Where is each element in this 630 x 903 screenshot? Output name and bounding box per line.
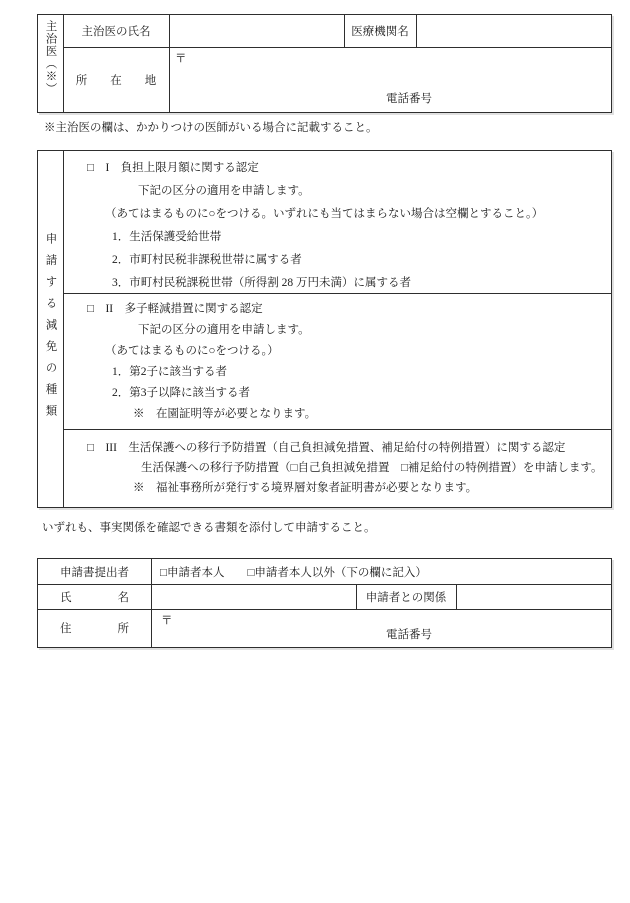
submitter-options: [151, 559, 611, 584]
section3-line: 生活保護への移行予防措置（□自己負担減免措置 □補足給付の特例措置）を申請します。: [141, 462, 603, 474]
submitter-options-text: □申請者本人 □申請者本人以外（下の欄に記入）: [160, 566, 427, 579]
section-1: [63, 151, 611, 293]
postal-mark-icon: 〒: [161, 615, 173, 627]
doctor-name-label-text: 主治医の氏名: [81, 26, 151, 38]
doctor-note: ※主治医の欄は、かかりつけの医師がいる場合に記載すること。: [44, 122, 378, 134]
section1-line: （あてはまるものに○をつける。いずれにも当てはまらない場合は空欄とすること。）: [105, 208, 544, 220]
section1-option: 1．生活保護受給世帯: [112, 231, 222, 243]
doctor-phone-label: 電話番号: [386, 93, 432, 105]
doctor-table: [37, 14, 612, 113]
doctor-side-cell: [38, 15, 63, 112]
attachment-note: いずれも、事実関係を確認できる書類を添付して申請すること。: [42, 522, 376, 534]
doctor-address-label: [63, 47, 169, 112]
doctor-address-label-text: 所 在 地: [75, 74, 157, 87]
submitter-address-label-text: 住 所: [60, 623, 129, 635]
doctor-name-label: [63, 15, 169, 47]
relation-label-text: 申請者との関係: [365, 591, 447, 604]
section2-line: （あてはまるものに○をつける。）: [105, 345, 279, 357]
submitter-address-label: [38, 609, 151, 647]
section2-line: 下記の区分の適用を申請します。: [138, 324, 310, 336]
submitter-table: [37, 558, 612, 648]
section-2: [63, 293, 611, 429]
institution-field: [416, 15, 611, 47]
section-3: [63, 429, 611, 507]
section2-note-line: ※ 在園証明等が必要となります。: [133, 408, 317, 420]
institution-label: [344, 15, 416, 47]
section2-title-line: □ II 多子軽減措置に関する認定: [87, 303, 263, 315]
section1-title-line: □ I 負担上限月額に関する認定: [87, 162, 259, 174]
section1-line: 下記の区分の適用を申請します。: [138, 185, 310, 197]
submitter-name-label: [38, 584, 151, 609]
exemption-side-label: 申請する減免の種類: [44, 232, 57, 426]
section3-title-line: □ III 生活保護への移行予防措置（自己負担減免措置、補足給付の特例措置）に関する認定: [87, 442, 566, 454]
institution-label-text: 医療機関名: [351, 26, 409, 38]
submitter-name-field: [151, 584, 356, 609]
section1-option: 2．市町村民税非課税世帯に属する者: [112, 254, 302, 266]
section3-note-line: ※ 福祉事務所が発行する境界層対象者証明書が必要となります。: [133, 482, 478, 494]
postal-mark-icon: 〒: [175, 53, 187, 65]
section2-option: 1．第2子に該当する者: [112, 366, 227, 378]
section2-option: 2．第3子以降に該当する者: [112, 387, 250, 399]
submitter-phone-label: 電話番号: [386, 629, 432, 641]
relation-label: [356, 584, 456, 609]
submitter-address-field: [151, 609, 611, 647]
submitter-name-label-text: 氏 名: [60, 591, 129, 604]
submitter-label-text: 申請書提出者: [60, 566, 129, 579]
doctor-side-label: 主治医（※）: [44, 20, 57, 95]
doctor-name-field: [169, 15, 344, 47]
relation-field: [456, 584, 611, 609]
exemption-table: [37, 150, 612, 508]
doctor-address-field: [169, 47, 611, 112]
exemption-side-cell: [38, 151, 63, 507]
section1-option: 3．市町村民税課税世帯（所得割 28 万円未満）に属する者: [112, 277, 411, 289]
submitter-label: [38, 559, 151, 584]
